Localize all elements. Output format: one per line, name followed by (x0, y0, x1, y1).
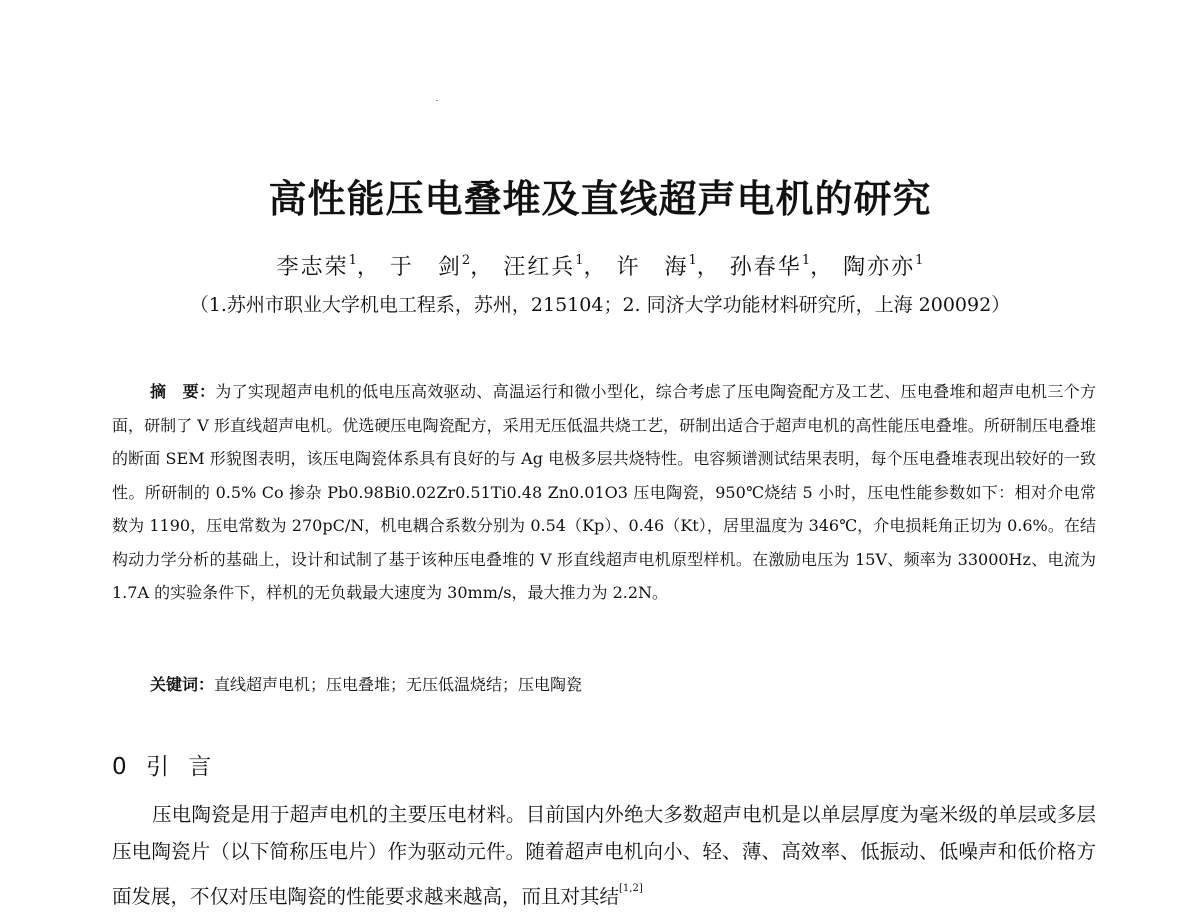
keywords-text: 直线超声电机；压电叠堆；无压低温烧结；压电陶瓷 (214, 675, 583, 694)
abstract-text: 为了实现超声电机的低电压高效驱动、高温运行和微小型化，综合考虑了压电陶瓷配方及工艺、压电叠堆和超声电机三个方面，研制了 V 形直线超声电机。优选硬压电陶瓷配方，采用无压低温共烧工艺，研制出适合于超声电机的高性能压电叠堆。所研制压电叠堆的断面 SEM 形貌图表明，该压电陶瓷体系具有良好的与 Ag 电极多层共烧特性。电容频谱测试结果表明，每个压电叠堆表现出较好的一致性。所研制的 0.5% Co 掺杂 Pb0.98Bi0.02Zr0.51Ti0.48 Zn0.01O3 压电陶瓷，950℃烧结 5 小时，压电性能参数如下：相对介电常数为 1190，压电常数为 270pC/N，机电耦合系数分别为 0.54（Kp）、0.46（Kt），居里温度为 346℃，介电损耗角正切为 0.6%。在结构动力学分析的基础上，设计和试制了基于该种压电叠堆的 V 形直线超声电机原型样机。在激励电压为 15V、频率为 33000Hz、电流为 1.7A 的实验条件下，样机的无负载最大速度为 30mm/s，最大推力为 2.2N。 (112, 382, 1096, 602)
section-number: 0 (112, 754, 133, 780)
author-name: 汪红兵 (503, 255, 576, 280)
affiliation: （1.苏州市职业大学机电工程系，苏州，215104；2. 同济大学功能材料研究所，上海 200092） (189, 294, 1011, 316)
abstract-label: 摘 要： (150, 382, 216, 401)
author-name: 许 海 (616, 255, 689, 280)
scan-speck (436, 100, 438, 101)
author-name: 李志荣 (276, 255, 349, 280)
author-name: 孙春华 (729, 255, 802, 280)
section-title: 引 言 (145, 754, 218, 780)
section-heading (112, 748, 217, 781)
intro-paragraph (112, 796, 1096, 915)
author-affil-mark: 1 (688, 253, 697, 268)
author-affil-mark: 2 (461, 253, 471, 268)
paper-title: 高性能压电叠堆及直线超声电机的研究 (268, 177, 932, 221)
abstract (112, 375, 1096, 610)
author-name: 陶亦亦 (843, 255, 916, 280)
keywords (150, 668, 1096, 701)
intro-text: 压电陶瓷是用于超声电机的主要压电材料。目前国内外绝大多数超声电机是以单层厚度为毫米级的单层或多层压电陶瓷片（以下简称压电片）作为驱动元件。随着超声电机向小、轻、薄、高效率、低振动、低噪声和低价格方面发展，不仅对压电陶瓷的性能要求越来越高，而且对其结 (112, 803, 1096, 908)
author-affil-mark: 1 (801, 253, 811, 268)
keywords-label: 关键词： (150, 675, 215, 694)
citation-mark: [1,2] (619, 883, 643, 894)
author-name: 于 剑 (389, 255, 462, 280)
author-affil-mark: 1 (575, 253, 584, 268)
author-list: 李志荣$^1$， 于 剑$^2$， 汪红兵$^1$， 许 海$^1$， 孙春华$^1$， 陶亦亦$^1$ (276, 253, 924, 280)
author-affil-mark: 1 (915, 253, 924, 268)
author-affil-mark: 1 (348, 253, 357, 268)
